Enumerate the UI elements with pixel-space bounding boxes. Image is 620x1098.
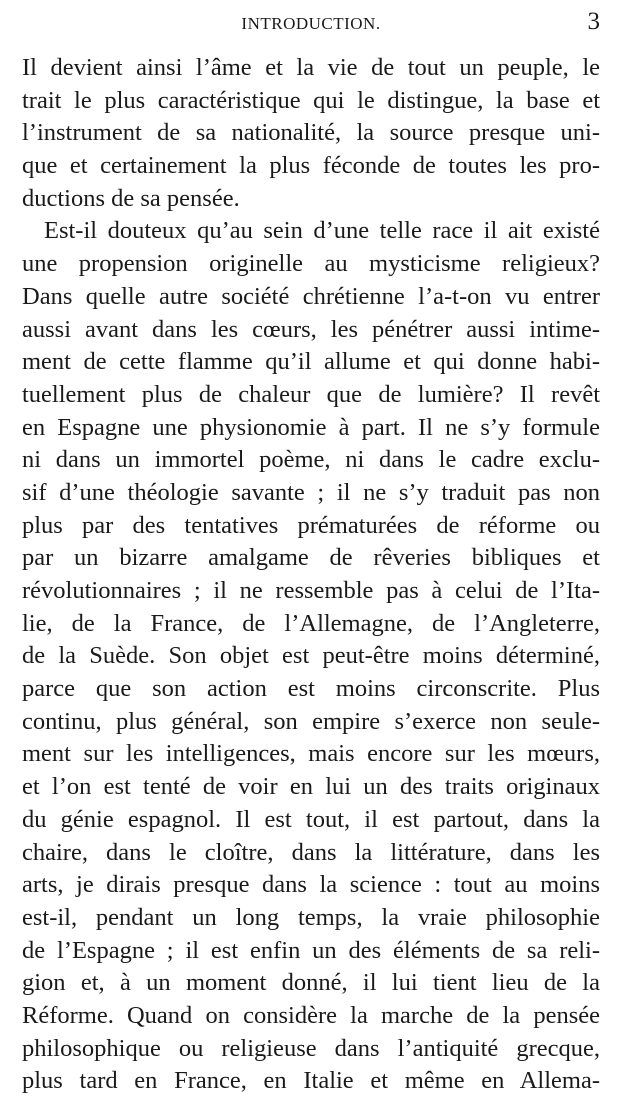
running-title: INTRODUCTION.: [241, 14, 381, 33]
text-line: une propension originelle au mysticisme religieux?: [22, 250, 600, 278]
text-line: sif d’une théologie savante ; il ne s’y traduit pas non: [22, 478, 600, 506]
text-line: tuellement plus de chaleur que de lumière? Il revêt: [22, 380, 600, 408]
text-line: que et certainement la plus féconde de toutes les pro-: [22, 152, 600, 180]
text-line: aussi avant dans les cœurs, les pénétrer aussi intime-: [22, 315, 600, 343]
text-line: trait le plus caractéristique qui le distingue, la base et: [22, 86, 600, 114]
text-line: parce que son action est moins circonscrite. Plus: [22, 675, 600, 703]
text-line: ductions de sa pensée.: [22, 184, 240, 212]
text-line: philosophique ou religieuse dans l’antiquité grecque,: [22, 1034, 600, 1062]
page-number: 3: [587, 8, 600, 35]
body-text: [22, 52, 600, 1098]
text-line: continu, plus général, son empire s’exerce non seule-: [22, 707, 600, 735]
text-line: lie, de la France, de l’Allemagne, de l’Angleterre,: [22, 609, 600, 637]
text-line: ni dans un immortel poème, ni dans le cadre exclu-: [22, 446, 600, 474]
text-line: du génie espagnol. Il est tout, il est partout, dans la: [22, 805, 600, 833]
text-line: arts, je dirais presque dans la science : tout au moins: [22, 871, 600, 899]
text-line: révolutionnaires ; il ne ressemble pas à celui de l’Ita-: [22, 577, 600, 604]
text-line: par un bizarre amalgame de rêveries bibliques et: [22, 544, 600, 572]
text-line: en Espagne une physionomie à part. Il ne s’y formule: [22, 413, 600, 441]
text-line: Il devient ainsi l’âme et la vie de tout un peuple, le: [22, 54, 600, 81]
text-line: Réforme. Quand on considère la marche de la pensée: [22, 1001, 600, 1029]
text-line: est-il, pendant un long temps, la vraie philosophie: [22, 903, 600, 931]
text-line: chaire, dans le cloître, dans la littérature, dans les: [22, 838, 600, 866]
text-line: plus par des tentatives prématurées de réforme ou: [22, 511, 600, 539]
text-line: plus tard en France, en Italie et même en Allema-: [22, 1067, 600, 1095]
text-line: l’instrument de sa nationalité, la source presque uni-: [22, 119, 600, 147]
text-line: ment sur les intelligences, mais encore sur les mœurs,: [22, 740, 600, 768]
running-head: [22, 8, 600, 42]
text-line: ment de cette flamme qu’il allume et qui donne habi-: [22, 348, 600, 376]
text-line: et l’on est tenté de voir en lui un des traits originaux: [22, 773, 600, 801]
text-line: de la Suède. Son objet est peut-être moins déterminé,: [22, 642, 600, 670]
text-line: Dans quelle autre société chrétienne l’a-t-on vu entrer: [22, 282, 600, 310]
text-line: de l’Espagne ; il est enfin un des éléments de sa reli-: [22, 936, 600, 964]
text-line: gion et, à un moment donné, il lui tient lieu de la: [22, 969, 600, 997]
text-line: Est-il douteux qu’au sein d’une telle race il ait existé: [44, 217, 600, 245]
